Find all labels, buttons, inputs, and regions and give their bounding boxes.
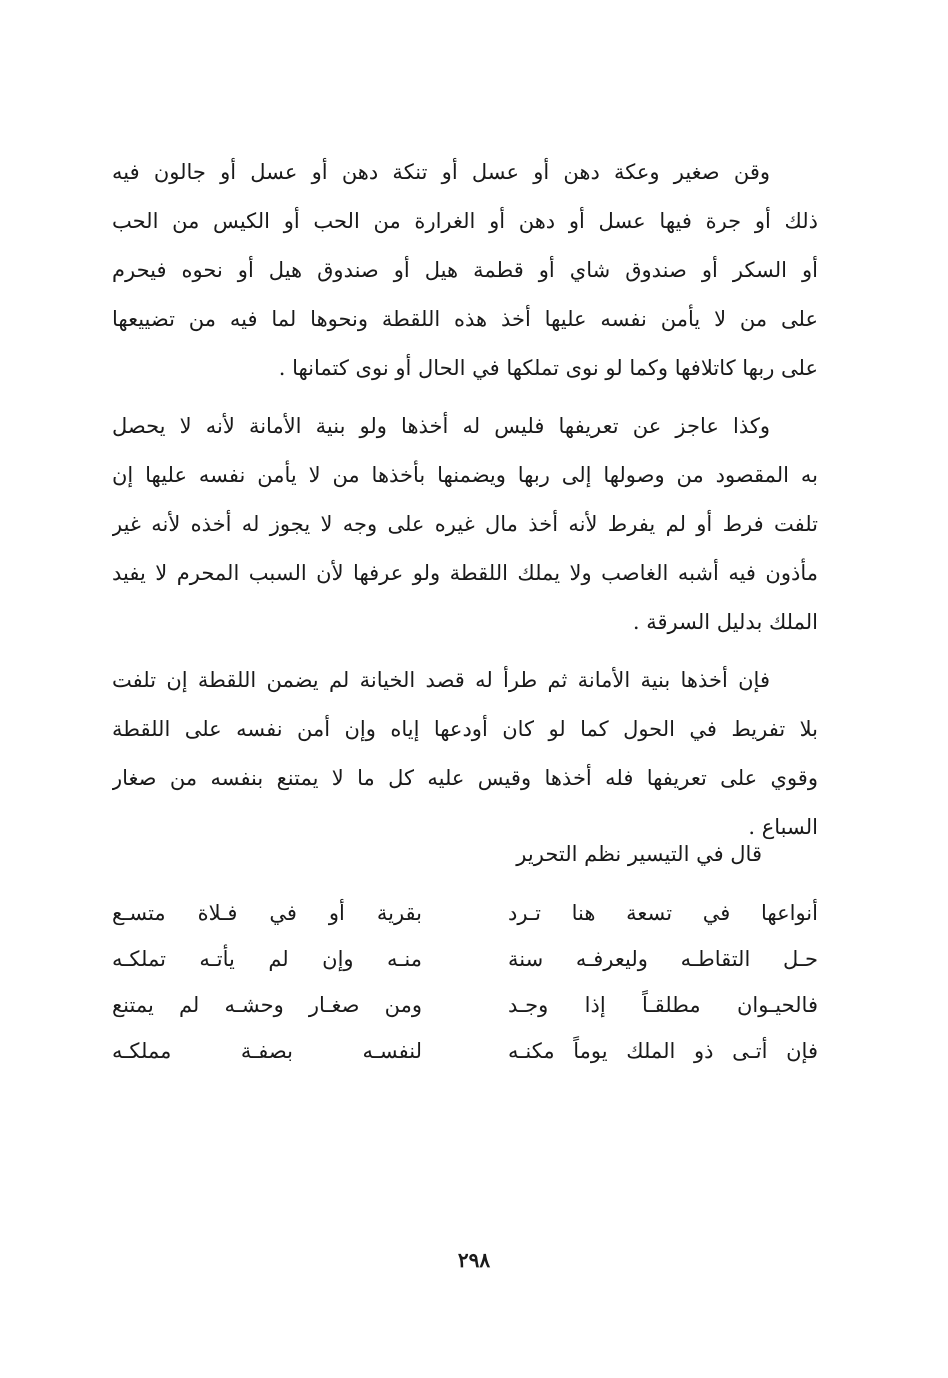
- verse-first-hemistich: حـل التقاطـه وليعرفـه سنة: [508, 947, 818, 971]
- text-line: وكذا عاجز عن تعريفها فليس له أخذها ولو بنية الأمانة لأنه لا يحصل: [112, 414, 770, 438]
- page-number: ٢٩٨: [457, 1248, 491, 1272]
- text-line: تلفت فرط أو لم يفرط لأنه أخذ مال غيره على وجه لا يجوز له أخذه لأنه غير: [112, 512, 818, 536]
- poem-heading: قال في التيسير نظم التحرير: [516, 842, 762, 866]
- verse-first-hemistich: فإن أتـى ذو الملك يوماً مكنـه: [508, 1039, 818, 1063]
- verse-first-hemistich: أنواعها في تسعة هنا تـرد: [508, 901, 818, 925]
- poem-verse: [112, 890, 818, 936]
- verse-second-hemistich: ومن صغـار وحشـه لم يمتنع: [112, 993, 422, 1017]
- body-text: [112, 148, 818, 852]
- text-line: مأذون فيه أشبه الغاصب ولا يملك اللقطة ولو عرفها لأن السبب المحرم لا يفيد: [112, 561, 818, 585]
- text-line: ذلك أو جرة فيها عسل أو دهن أو الغرارة من الحب أو الكيس من الحب: [112, 209, 818, 233]
- text-line: به المقصود من وصولها إلى ربها ويضمنها بأخذها من لا يأمن نفسه عليها إن: [112, 463, 818, 487]
- verse-second-hemistich: بقرية أو في فـلاة متسـع: [112, 901, 422, 925]
- verse-second-hemistich: لنفسـه بصفـة مملكـه: [112, 1039, 422, 1063]
- poem-verse: [112, 1028, 818, 1074]
- poem: [112, 890, 818, 1074]
- verse-second-hemistich: منـه وإن لم يأتـه تملكـه: [112, 947, 422, 971]
- text-line: فإن أخذها بنية الأمانة ثم طرأ له قصد الخيانة لم يضمن اللقطة إن تلفت: [112, 668, 770, 692]
- text-line: على من لا يأمن نفسه عليها أخذ هذه اللقطة ونحوها لما فيه من تضييعها: [112, 307, 818, 331]
- text-line: على ربها كاتلافها وكما لو نوى تملكها في الحال أو نوى كتمانها .: [278, 356, 818, 380]
- text-line: بلا تفريط في الحول كما لو كان أودعها إياه وإن أمن نفسه على اللقطة: [112, 717, 818, 741]
- text-line: أو السكر أو صندوق شاي أو قطمة هيل أو صندوق هيل أو نحوه فيحرم: [112, 258, 818, 282]
- poem-verse: [112, 936, 818, 982]
- text-line: وقوي على تعريفها فله أخذها وقيس عليه كل ما لا يمتنع بنفسه من صغار: [112, 766, 818, 790]
- text-line: السباع .: [748, 815, 818, 839]
- poem-verse: [112, 982, 818, 1028]
- text-line: الملك بدليل السرقة .: [632, 610, 818, 634]
- text-line: وقن صغير وعكة دهن أو عسل أو تنكة دهن أو عسل أو جالون فيه: [112, 160, 770, 184]
- verse-first-hemistich: فالحيـوان مطلقـاً إذا وجـد: [508, 993, 818, 1017]
